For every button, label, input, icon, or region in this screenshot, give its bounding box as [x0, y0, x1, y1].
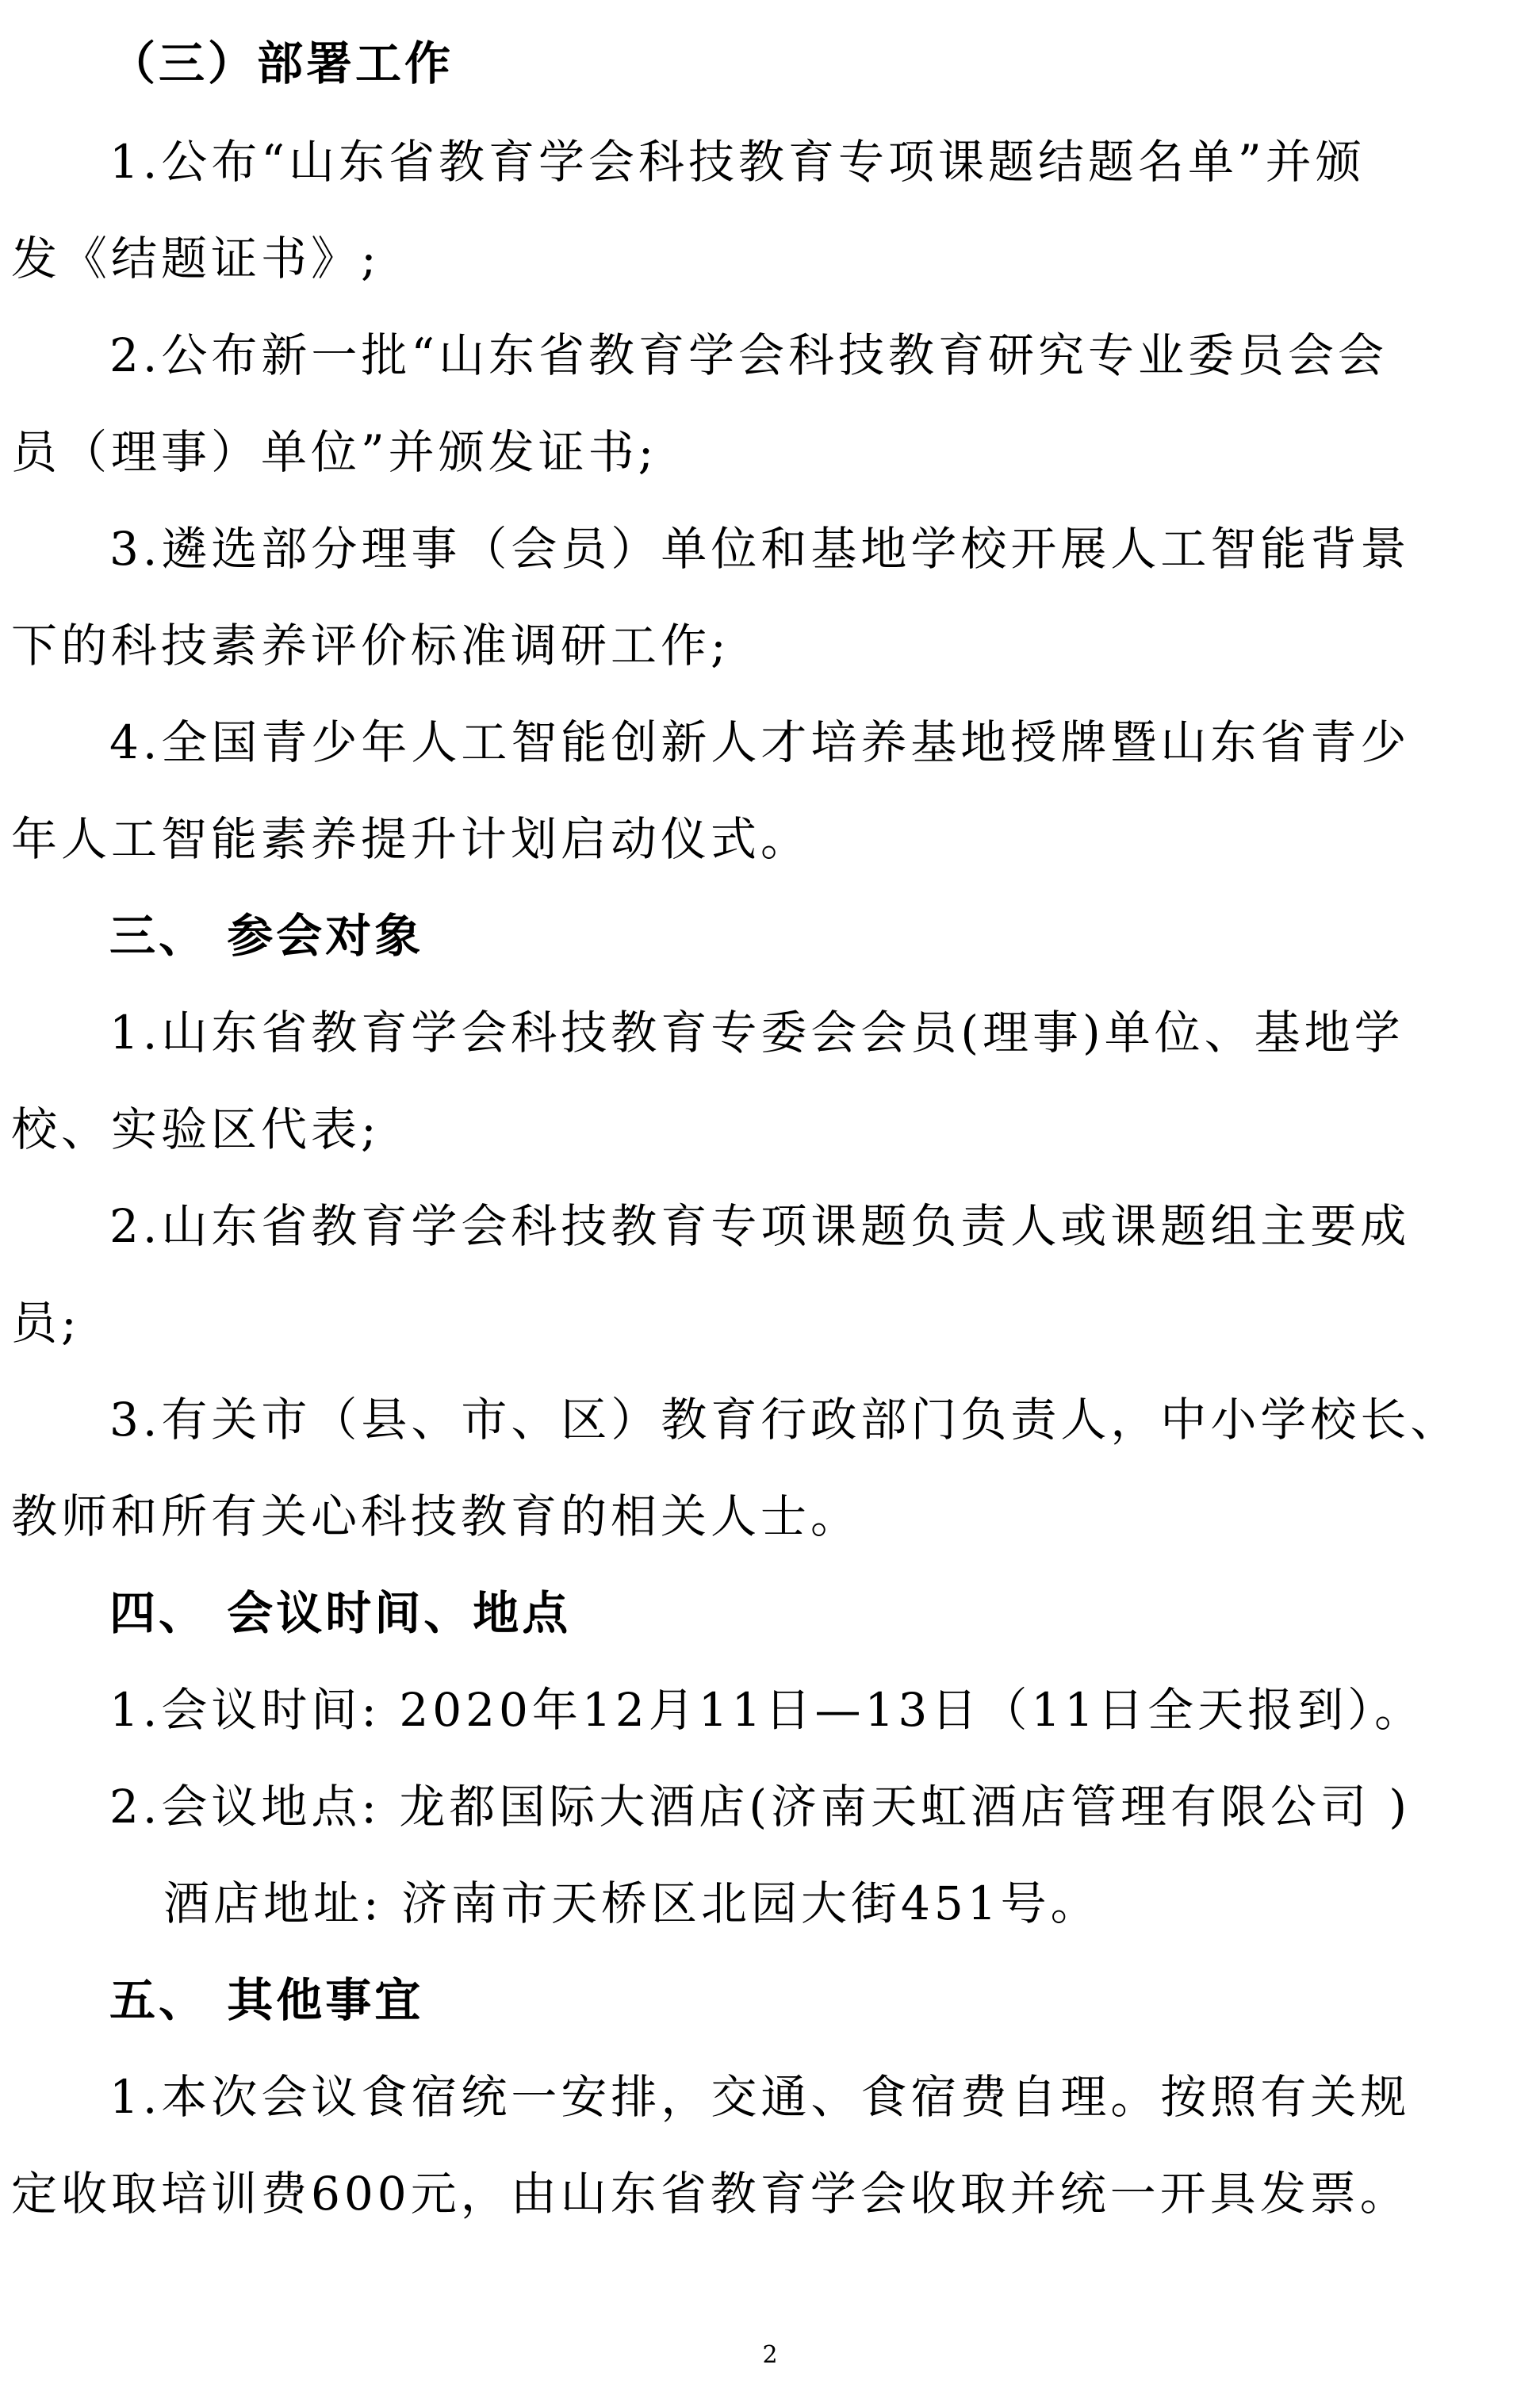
section-heading-time-place: 四、 会议时间、地点: [109, 1586, 572, 1640]
paragraph-line: 员;: [11, 1296, 81, 1350]
paragraph-line: 4.全国青少年人工智能创新人才培养基地授牌暨山东省青少: [109, 715, 1411, 769]
section-heading-other: 五、 其他事宜: [109, 1973, 424, 2027]
paragraph-line: 1.山东省教育学会科技教育专委会会员(理事)单位、基地学: [109, 1006, 1404, 1060]
paragraph-line: 定收取培训费600元，由山东省教育学会收取并统一开具发票。: [11, 2167, 1410, 2221]
paragraph-line: 酒店地址: 济南市天桥区北园大街451号。: [163, 1876, 1101, 1930]
paragraph-line: 下的科技素养评价标准调研工作;: [11, 619, 730, 673]
page-number: 2: [762, 2341, 778, 2369]
paragraph-line: 校、实验区代表;: [11, 1102, 381, 1156]
paragraph-line: 年人工智能素养提升计划启动仪式。: [11, 812, 811, 866]
paragraph-line: 1.本次会议食宿统一安排，交通、食宿费自理。按照有关规: [109, 2070, 1411, 2124]
paragraph-line: 教师和所有关心科技教育的相关人士。: [11, 1489, 861, 1543]
paragraph-line: 1.会议时间: 2020年12月11日—13日（11日全天报到）。: [109, 1683, 1425, 1737]
paragraph-line: 1.公布“山东省教育学会科技教育专项课题结题名单”并颁: [109, 135, 1366, 189]
paragraph-line: 2.山东省教育学会科技教育专项课题负责人或课题组主要成: [109, 1199, 1411, 1253]
paragraph-line: 2.会议地点: 龙都国际大酒店(济南天虹酒店管理有限公司 ): [109, 1780, 1412, 1834]
paragraph-line: 3.有关市（县、市、区）教育行政部门负责人，中小学校长、: [109, 1393, 1461, 1447]
section-heading-attendees: 三、 参会对象: [109, 909, 424, 963]
paragraph-line: 员（理事）单位”并颁发证书;: [11, 425, 658, 479]
paragraph-line: 2.公布新一批“山东省教育学会科技教育研究专业委员会会: [109, 328, 1388, 382]
paragraph-line: 发《结题证书》;: [11, 232, 381, 286]
paragraph-line: 3.遴选部分理事（会员）单位和基地学校开展人工智能背景: [109, 522, 1411, 576]
section-heading-deploy: （三）部署工作: [109, 36, 454, 90]
